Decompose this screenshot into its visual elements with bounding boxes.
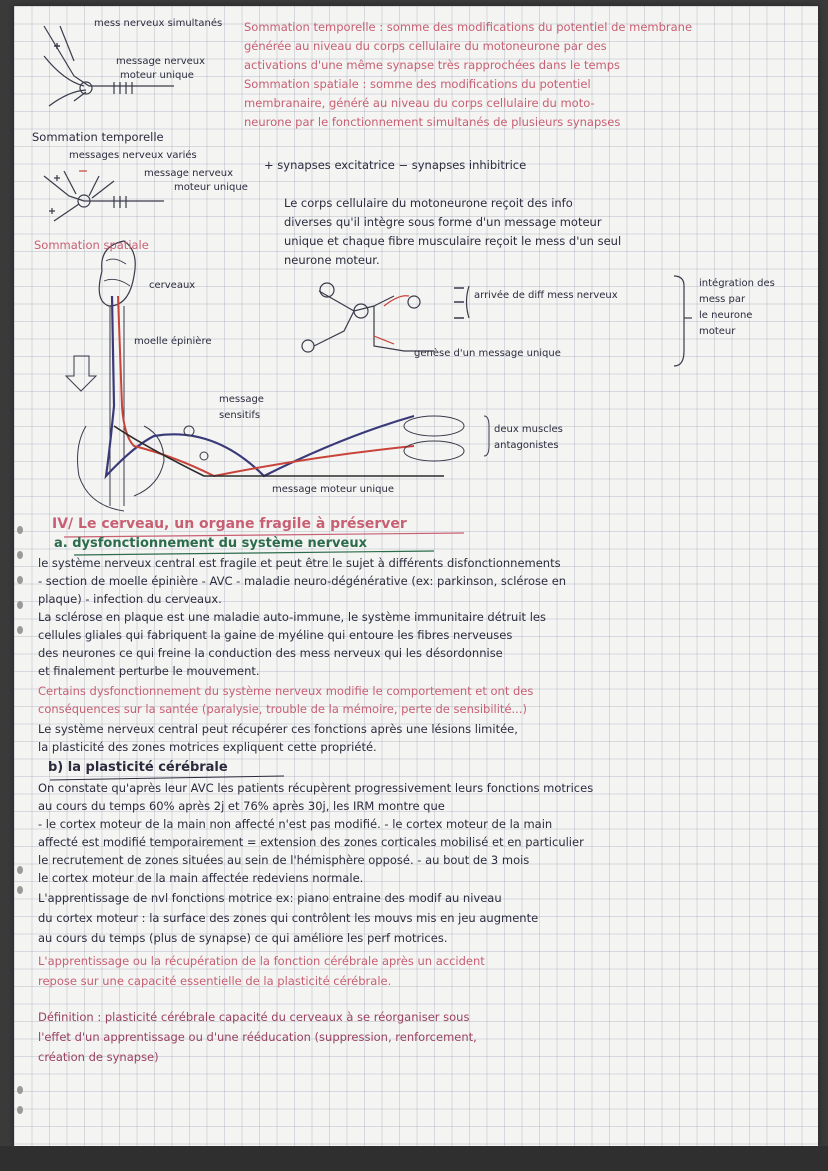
subsection-a-title: a. dysfonctionnement du système nerveux	[54, 536, 367, 551]
label-moelle: moelle épinière	[134, 336, 212, 347]
title-sommation-spatiale: Sommation spatiale	[34, 238, 149, 252]
label-cerveau: cerveaux	[149, 280, 196, 291]
synapses-legend: + synapses excitatrice − synapses inhibitrice	[264, 158, 527, 172]
label-messages-simultanes: mess nerveux simultanés	[94, 18, 223, 29]
label-genese: genèse d'un message unique	[414, 348, 561, 359]
label-messages-varies: messages nerveux variés	[69, 150, 197, 161]
subsection-b-title: b) la plasticité cérébrale	[48, 760, 228, 775]
brain-spinal-diagram	[66, 241, 489, 511]
notebook-page: mess nerveux simultanés message nerveux moteur unique Sommation temporelle Sommation temporelle : somme des modifications du potentiel de membrane générée au niveau du corps cellulaire du motoneurone par des activations d'une même synapse très rapprochées dans le temps Sommation spatiale : somme des modifications du potentiel membranaire, généré au niveau du corps cellulaire du moto- neurone par le fonctionnement simultanés de plusieurs synapses messages nerveux variés message nerveux moteur unique Sommation spatiale + synapses excitatrice − synapses inhibitrice Le corps cellulaire du motoneurone reçoit des info diverses qu'il intègre sous forme d'un message moteur unique et chaque fibre musculaire reçoit le mess d'un seul neurone moteur. arrivée de diff mess nerveux genèse d'un message unique intégration des mess par le neurone moteur cerveaux moelle épinière message sensitifs deux muscles antagonistes message moteur unique IV/ Le cerveau, un organe fragile à préserver a. dysfonctionnement du système nerveux le système nerveux central est fragile et peut être le sujet à différents disfonctionnements - section de moelle épinière - AVC - maladie neuro-dégénérative (ex: parkinson, sclérose en plaque) - infection du cerveaux. La sclérose en plaque est une maladie auto-immune, le système immunitaire détruit les cellules gliales qui fabriquent la gaine de myéline qui entoure les fibres nerveuses des neurones ce qui freine la conduction des mess nerveux qui les désordonnise et finalement perturbe le mouvement. Certains dysfonctionnement du système nerveux modifie le comportement et ont des conséquences sur la santée (paralysie, trouble de la mémoire, perte de sensibilité...) Le système nerveux central peut récupérer ces fonctions après une lésions limitée, la plasticité des zones motrices expliquent cette propriété. b) la plasticité cérébrale On constate qu'après leur AVC les patients récupèrent progressivement leurs fonctions motrices au cours du temps 60% après 2j et 76% après 30j, les IRM montre que - le cortex moteur de la main non affecté n'est pas modifié. - le cortex moteur de la main affecté est modifié temporairement = extension des zones corticales mobilisé et en particulier le recrutement de zones situées au sein de l'hémisphère opposé. - au bout de 3 mois le cortex moteur de la main affectée redeviens normale. L'apprentissage de nvl fonctions motrice ex: piano entraine des modif au niveau du cortex moteur : la surface des zones qui contrôlent les mouvs mis en jeu augmente au cours du temps (plus de synapse) ce qui améliore les perf motrices. L'apprentissage ou la récupération de la fonction cérébrale après un accident repose sur une capacité essentielle de la plasticité cérébrale. Définition : plasticité cérébrale capacité du cerveaux à se réorganiser sous l'effet d'un apprentissage ou d'une rééducation (suppression, renforcement, création de synapse)	[14, 6, 818, 1146]
desk-background	[0, 1146, 828, 1171]
label-message-nerveux: message nerveux	[116, 56, 206, 67]
label-moteur-unique: moteur unique	[120, 70, 194, 81]
label-message-moteur: message moteur unique	[272, 484, 394, 495]
title-sommation-temporelle: Sommation temporelle	[32, 130, 164, 144]
section-title: IV/ Le cerveau, un organe fragile à préserver	[52, 516, 407, 532]
label-message: message nerveux	[144, 168, 234, 179]
label-arrivee: arrivée de diff mess nerveux	[474, 290, 618, 301]
label-moteur: moteur unique	[174, 182, 248, 193]
